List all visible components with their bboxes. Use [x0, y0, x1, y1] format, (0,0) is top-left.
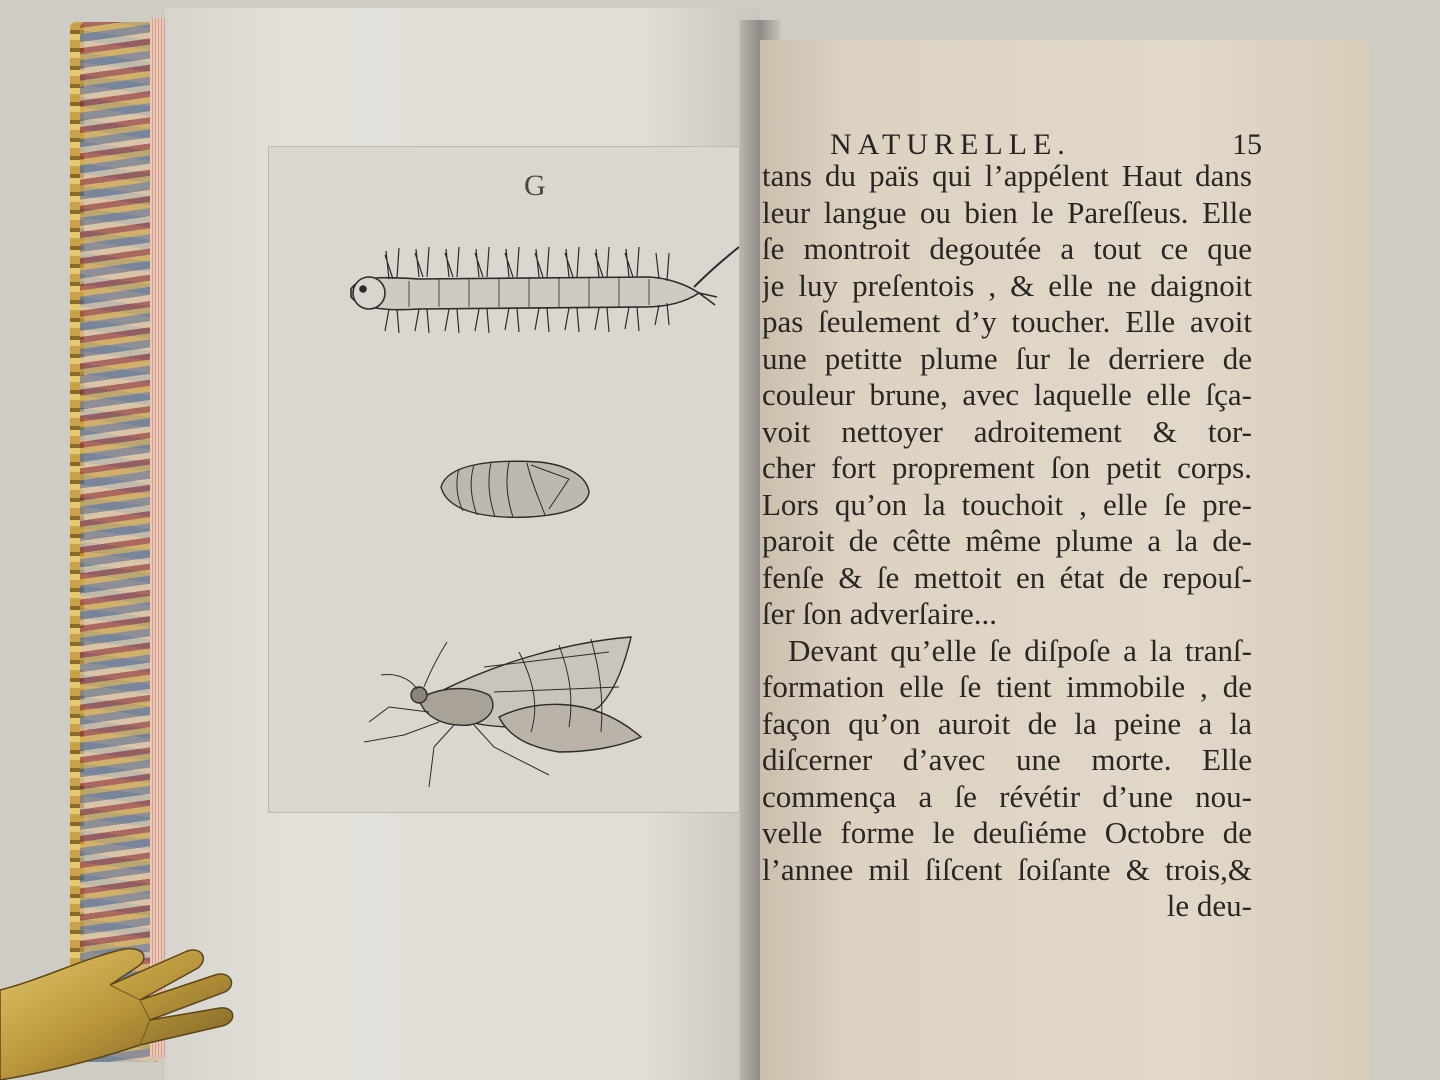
text-line: je luy preſentois , & elle ne daignoit	[762, 267, 1252, 303]
text-line: diſcerner d’avec une morte. Elle	[762, 742, 1252, 777]
text-line: Lors qu’on la touchoit , elle ſe pre-	[762, 486, 1252, 522]
text-line: ſer ſon adverſaire...	[762, 596, 997, 631]
text-line: pas ſeulement d’y toucher. Elle avoit	[762, 304, 1252, 339]
engraved-plate	[268, 146, 740, 813]
text-line: formation elle ſe tient immobile , de	[762, 669, 1252, 704]
plate-illustrations	[269, 147, 739, 812]
text-line: fenſe & ſe mettoit en état de repouſ-	[762, 559, 1252, 595]
text-line: leur langue ou bien le Pareſſeus. Elle	[762, 194, 1252, 230]
plate-letter: G	[524, 169, 546, 202]
text-line: le deu-	[1166, 888, 1252, 923]
caterpillar-figure	[351, 247, 739, 333]
text-line: cher fort proprement ſon petit corps.	[762, 450, 1252, 485]
brass-hand-bookholder	[0, 930, 240, 1080]
text-line: façon qu’on auroit de la peine a la	[762, 705, 1252, 741]
text-line: ſe montroit degoutée a tout ce que	[762, 231, 1252, 266]
moth-figure	[364, 637, 641, 787]
text-line: l’annee mil ſiſcent ſoiſante & trois,&	[762, 851, 1252, 887]
text-line: voit nettoyer adroitement & tor-	[762, 413, 1252, 449]
text-line: tans du païs qui l’appélent Haut dans	[762, 158, 1252, 193]
chrysalis-figure	[441, 461, 589, 517]
page-number: 15	[1232, 128, 1262, 161]
running-head-title: NATURELLE.	[830, 128, 1071, 161]
text-line: une petitte plume ſur le derriere de	[762, 340, 1252, 376]
text-line: commença a ſe révétir d’une nou-	[762, 778, 1252, 814]
text-line: paroit de cêtte même plume a la de-	[762, 523, 1252, 558]
marbled-endpaper	[80, 22, 158, 1062]
body-text	[762, 158, 1252, 925]
text-line: couleur brune, avec laquelle elle ſça-	[762, 377, 1252, 412]
text-line: Devant qu’elle ſe diſpoſe a la tranſ-	[788, 632, 1252, 668]
text-line: velle forme le deuſiéme Octobre de	[762, 815, 1252, 850]
